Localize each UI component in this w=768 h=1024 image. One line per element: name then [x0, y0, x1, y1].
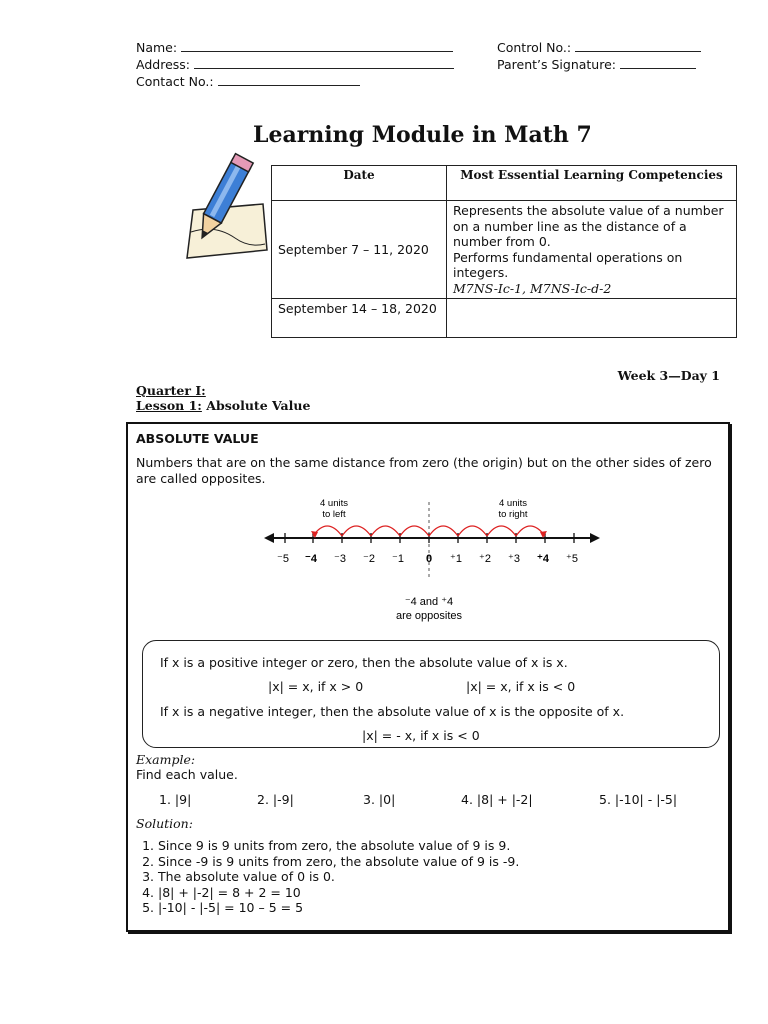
signature-field — [497, 57, 696, 72]
tick-label: ⁺2 — [479, 553, 491, 565]
competency-cell — [447, 201, 737, 299]
signature-label: Parent’s Signature: — [497, 57, 616, 72]
opposites-caption-2: are opposites — [395, 610, 463, 622]
left-units-label-1: 4 units — [320, 498, 348, 509]
name-label: Name: — [136, 40, 178, 55]
competency-table — [271, 165, 737, 338]
address-label: Address: — [136, 57, 190, 72]
problem-item: 4. |8| + |-2| — [461, 792, 533, 807]
right-units-label-2: to right — [498, 509, 528, 520]
name-field — [136, 40, 453, 55]
control-blank — [575, 40, 701, 52]
problem-item: 5. |-10| - |-5| — [599, 792, 678, 807]
solution-item: 4. |8| + |-2| = 8 + 2 = 10 — [158, 885, 519, 901]
problem-item: 2. |-9| — [257, 792, 294, 807]
tick-label: ⁺3 — [508, 553, 520, 565]
rule-2a-formula: |x| = - x, if x is < 0 — [362, 728, 480, 743]
box-intro: Numbers that are on the same distance from zero (the origin) but on the other sides of zero are called opposites. — [136, 455, 712, 486]
competency-cell — [447, 299, 737, 338]
lesson-heading — [136, 398, 310, 413]
address-blank — [194, 57, 454, 69]
left-units-label-2: to left — [322, 509, 346, 520]
tick-label: 0 — [425, 553, 433, 565]
solution-item: 3. The absolute value of 0 is 0. — [158, 869, 519, 885]
tick-label: ⁺1 — [450, 553, 462, 565]
example-label: Example: — [136, 752, 196, 767]
tick-label: ⁺4 — [537, 553, 549, 565]
table-row — [272, 299, 737, 338]
box-heading: ABSOLUTE VALUE — [136, 431, 259, 446]
solution-list — [136, 838, 519, 916]
competency-text-1: Represents the absolute value of a number on a number line as the distance of a number from 0. — [453, 203, 724, 249]
solution-item: 1. Since 9 is 9 units from zero, the absolute value of 9 is 9. — [158, 838, 519, 854]
contact-field — [136, 74, 360, 89]
competency-column-header: Most Essential Learning Competencies — [447, 166, 737, 201]
lesson-label: Lesson 1: — [136, 398, 202, 413]
tick-label: ⁺5 — [566, 553, 578, 565]
right-units-label-1: 4 units — [499, 498, 527, 509]
table-row — [272, 201, 737, 299]
contact-blank — [218, 74, 360, 86]
find-label: Find each value. — [136, 767, 238, 782]
address-field — [136, 57, 454, 72]
number-line-diagram — [262, 494, 602, 624]
tick-label: ⁻5 — [277, 553, 289, 565]
date-cell: September 7 – 11, 2020 — [272, 201, 447, 299]
date-column-header: Date — [272, 166, 447, 201]
tick-label: ⁻1 — [392, 553, 404, 565]
tick-label: ⁻2 — [363, 553, 375, 565]
page-title: Learning Module in Math 7 — [253, 122, 592, 148]
pencil-icon — [175, 152, 270, 262]
rule-1a-formula: |x| = x, if x > 0 — [268, 679, 364, 694]
control-field — [497, 40, 701, 55]
tick-label: ⁻4 — [305, 553, 317, 565]
problem-item: 1. |9| — [159, 792, 192, 807]
competency-text-2: Performs fundamental operations on integers. — [453, 249, 683, 280]
name-blank — [181, 40, 453, 52]
contact-label: Contact No.: — [136, 74, 214, 89]
solution-item: 2. Since -9 is 9 units from zero, the absolute value of 9 is -9. — [158, 854, 519, 870]
rule-1b-formula: |x| = x, if x is < 0 — [466, 679, 576, 694]
tick-label: ⁻3 — [334, 553, 346, 565]
rule-1-text: If x is a positive integer or zero, then the absolute value of x is x. — [160, 655, 568, 670]
week-day-label: Week 3—Day 1 — [617, 368, 720, 383]
signature-blank — [620, 57, 696, 69]
solution-label: Solution: — [136, 816, 193, 831]
opposites-caption-1: ⁻4 and ⁺4 — [404, 596, 454, 608]
table-header-row — [272, 166, 737, 201]
solution-item: 5. |-10| - |-5| = 10 – 5 = 5 — [158, 900, 519, 916]
quarter-label: Quarter I: — [136, 383, 206, 398]
date-cell: September 14 – 18, 2020 — [272, 299, 447, 338]
lesson-title: Absolute Value — [206, 398, 311, 413]
control-label: Control No.: — [497, 40, 572, 55]
competency-codes: M7NS-Ic-1, M7NS-Ic-d-2 — [453, 280, 612, 296]
problem-item: 3. |0| — [363, 792, 396, 807]
rule-2-text: If x is a negative integer, then the absolute value of x is the opposite of x. — [160, 704, 625, 719]
